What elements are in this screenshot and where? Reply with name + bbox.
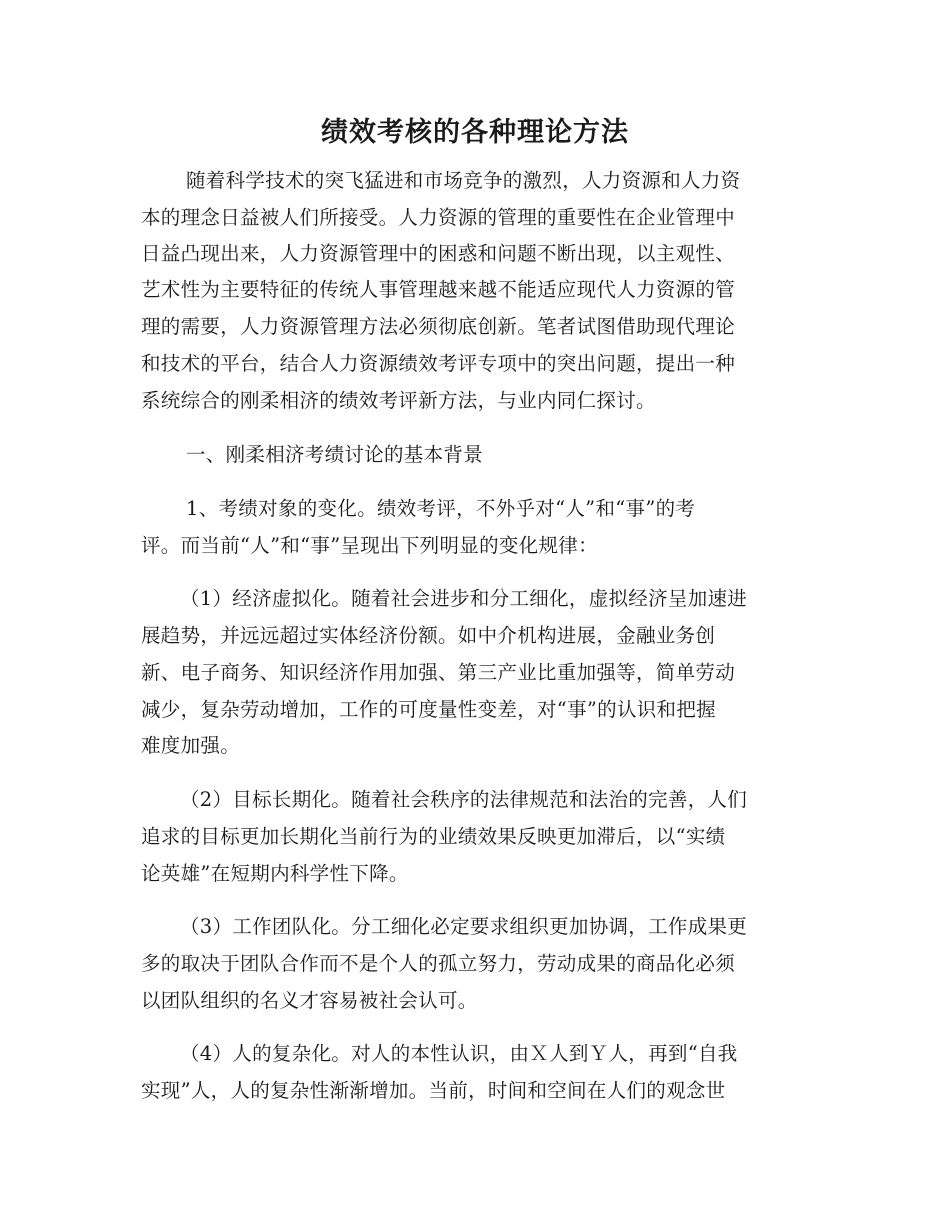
section-heading: 一、刚柔相济考绩讨论的基本背景 (186, 443, 484, 466)
paragraph-line: 减少，复杂劳动增加，工作的可度量性变差，对“事”的认识和把握 (141, 698, 716, 721)
paragraph-line: 系统综合的刚柔相济的绩效考评新方法，与业内同仁探讨。 (141, 389, 656, 412)
paragraph-line: （3）工作团队化。分工细化必定要求组织更加协调，工作成果更 (180, 915, 748, 938)
paragraph-line: 展趋势，并远远超过实体经济份额。如中介机构进展，金融业务创 (141, 624, 716, 647)
paragraph-line: 新、电子商务、知识经济作用加强、第三产业比重加强等，简单劳动 (141, 661, 736, 684)
paragraph-line: 日益凸现出来，人力资源管理中的困惑和问题不断出现，以主观性、 (141, 242, 736, 265)
paragraph-line: 多的取决于团队合作而不是个人的孤立努力，劳动成果的商品化必须 (141, 952, 736, 975)
paragraph-line: 实现”人，人的复杂性渐渐增加。当前，时间和空间在人们的观念世 (141, 1079, 726, 1102)
paragraph-line: （2）目标长期化。随着社会秩序的法律规范和法治的完善，人们 (180, 788, 748, 811)
paragraph-line: 理的需要，人力资源管理方法必须彻底创新。笔者试图借助现代理论 (141, 315, 736, 338)
paragraph-line: 论英雄”在短期内科学性下降。 (141, 862, 409, 885)
paragraph-line: 难度加强。 (141, 734, 241, 757)
paragraph-line: 随着科学技术的突飞猛进和市场竞争的激烈，人力资源和人力资 (186, 169, 741, 192)
paragraph-line: （1）经济虚拟化。随着社会进步和分工细化，虚拟经济呈加速进 (180, 587, 748, 610)
paragraph-line: 以团队组织的名义才容易被社会认可。 (141, 989, 478, 1012)
paragraph-line: 追求的目标更加长期化当前行为的业绩效果反映更加滞后，以“实绩 (141, 825, 726, 848)
paragraph-line: 本的理念日益被人们所接受。人力资源的管理的重要性在企业管理中 (141, 206, 736, 229)
document-title: 绩效考核的各种理论方法 (321, 117, 629, 148)
paragraph-line: 评。而当前“人”和“事”呈现出下列明显的变化规律： (141, 534, 598, 557)
paragraph-line: （4）人的复杂化。对人的本性认识，由Ｘ人到Ｙ人，再到“自我 (180, 1042, 738, 1065)
paragraph-line: 和技术的平台，结合人力资源绩效考评专项中的突出问题，提出一种 (141, 352, 736, 375)
paragraph-line: 1、考绩对象的变化。绩效考评，不外乎对“人”和“事”的考 (186, 497, 696, 520)
paragraph-line: 艺术性为主要特征的传统人事管理越来越不能适应现代人力资源的管 (141, 278, 736, 301)
